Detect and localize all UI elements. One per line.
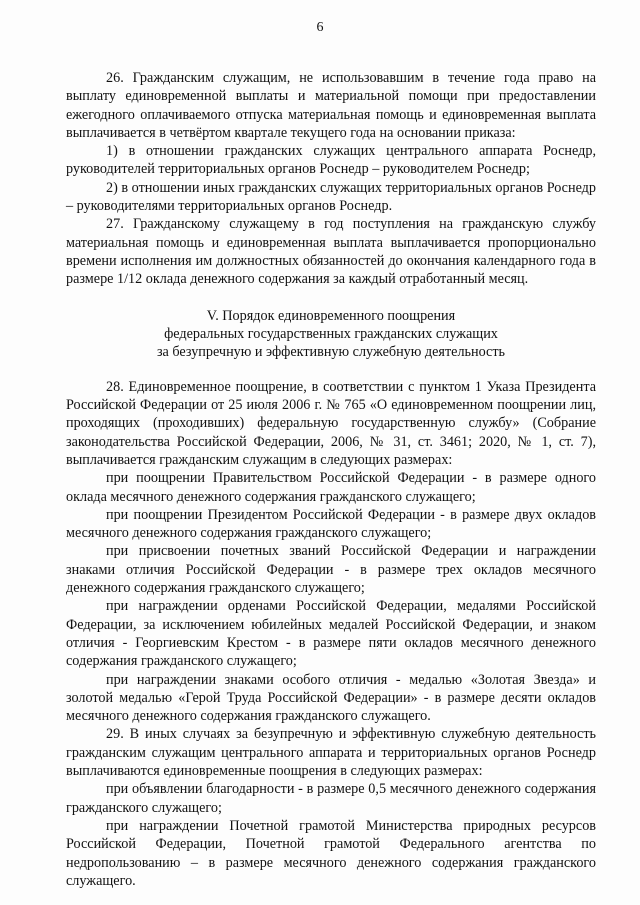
- paragraph-28-president: при поощрении Президентом Российской Федерации - в размере двух окладов месячного денежного содержания гражданского служащего;: [66, 506, 596, 542]
- section-heading-line-1: V. Порядок единовременного поощрения: [206, 307, 456, 324]
- paragraph-28-honorary-titles: при присвоении почетных званий Российской Федерации и награждении знаками отличия Российской Федерации - в размере трех окладов месячного денежного содержания гражданского служащего;: [66, 543, 596, 597]
- section-heading-line-2: федеральных государственных гражданских служащих: [164, 325, 498, 342]
- paragraph-28-government: при поощрении Правительством Российской Федерации - в размере одного оклада месячного денежного содержания гражданского служащего;: [66, 470, 596, 505]
- document-body: [66, 69, 596, 890]
- paragraph-29: 29. В иных случаях за безупречную и эффективную служебную деятельность гражданским служащим центрального аппарата и территориальных органов Роснедр выплачиваются единовременные поощрения в следующих размерах:: [66, 726, 596, 780]
- paragraph-29-certificate: при награждении Почетной грамотой Министерства природных ресурсов Российской Федерации, Почетной грамотой Федерального агентства по недропользованию – в размере месячного денежного содержания гражданского служащего.: [66, 817, 596, 889]
- paragraph-28-orders-medals: при награждении орденами Российской Федерации, медалями Российской Федерации, за исключением юбилейных медалей Российской Федерации, и знаком отличия - Георгиевским Крестом - в размере пяти окладов месячного денежного содержания гражданского служащего;: [66, 598, 596, 670]
- paragraph-26-item-1: 1) в отношении гражданских служащих центрального аппарата Роснедр, руководителей территориальных органов Роснедр – руководителем Роснедр;: [66, 143, 596, 178]
- paragraph-28-special-distinction: при награждении знаками особого отличия - медалью «Золотая Звезда» и золотой медалью «Герой Труда Российской Федерации» - в размере десяти окладов месячного денежного содержания гражданского служащего.: [66, 671, 596, 725]
- paragraph-27: 27. Гражданскому служащему в год поступления на гражданскую службу материальная помощь и единовременная выплата выплачивается пропорционально времени исполнения им должностных обязанностей до окончания календарного года в размере 1/12 оклада денежного содержания за каждый отработанный месяц.: [66, 216, 596, 288]
- paragraph-26: 26. Гражданским служащим, не использовавшим в течение года право на выплату единовременной выплаты и материальной помощи при предоставлении ежегодного оплачиваемого отпуска материальная помощь и единовременная выплата выплачивается в четвёртом квартале текущего года на основании приказа:: [66, 70, 596, 141]
- section-heading: [66, 307, 596, 362]
- page-number: 6: [316, 20, 324, 35]
- paragraph-29-gratitude: при объявлении благодарности - в размере 0,5 месячного денежного содержания гражданского служащего;: [66, 781, 596, 816]
- section-heading-line-3: за безупречную и эффективную служебную деятельность: [156, 344, 506, 361]
- paragraph-28: 28. Единовременное поощрение, в соответствии с пунктом 1 Указа Президента Российской Федерации от 25 июля 2006 г. № 765 «О единовременном поощрении лиц, проходящих (проходивших) федеральную государственную службу» (Собрание законодательства Российской Федерации, 2006, № 31, ст. 3461; 2020, № 1, ст. 7), выплачивается гражданским служащим в следующих размерах:: [66, 378, 596, 468]
- paragraph-26-item-2: 2) в отношении иных гражданских служащих территориальных органов Роснедр – руководителями территориальных органов Роснедр.: [66, 179, 596, 215]
